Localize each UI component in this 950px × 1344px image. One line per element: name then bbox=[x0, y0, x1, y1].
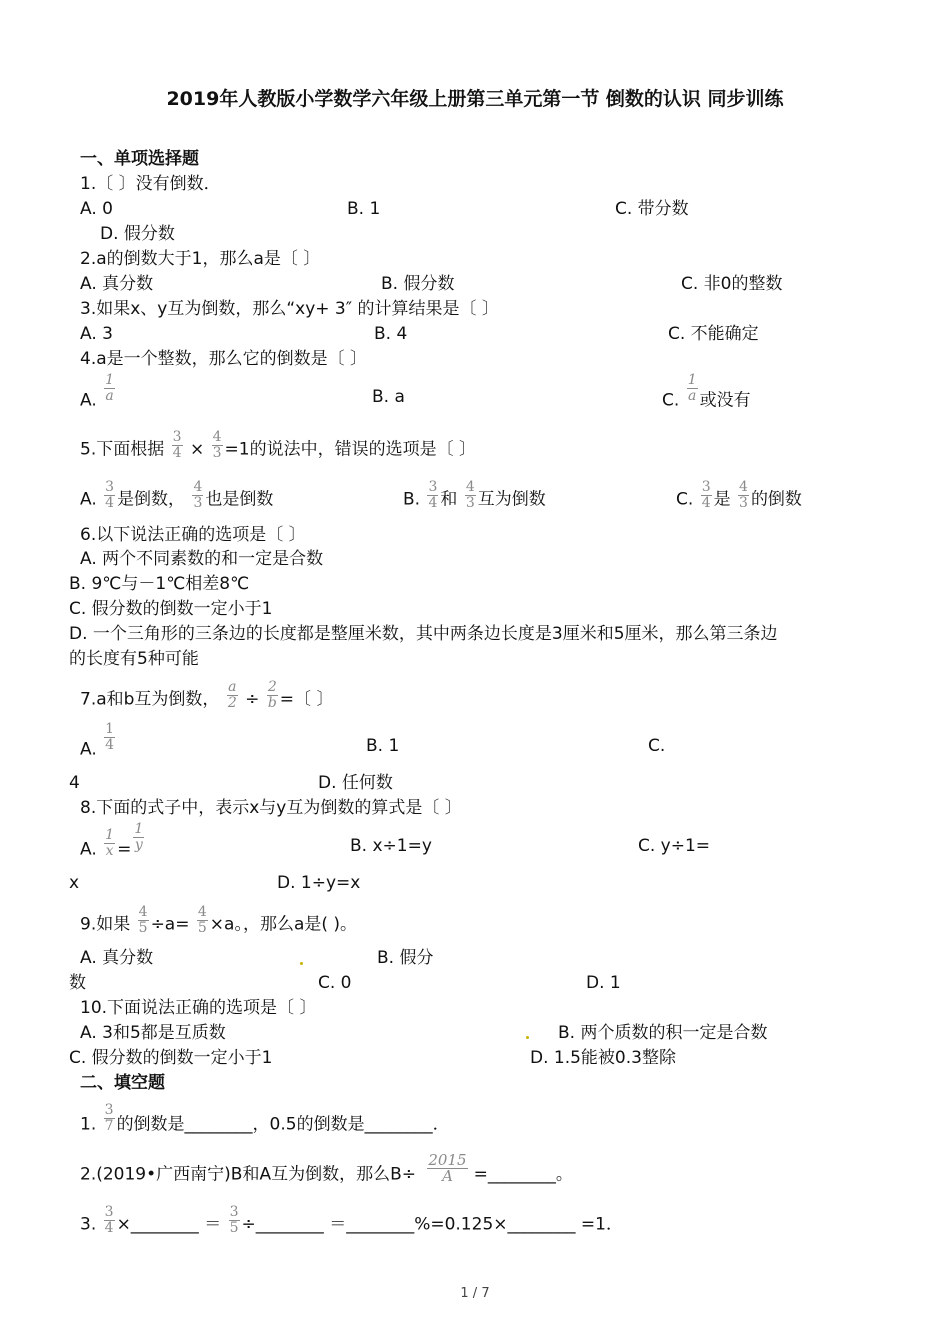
question-1-option-b: B. 1 bbox=[347, 199, 381, 219]
fraction-2015-over-a: $\frac{2015}{A}$ bbox=[428, 1151, 467, 1185]
fraction-a-over-2: $\frac{a}{2}$ bbox=[227, 679, 237, 711]
question-6-stem: 6.以下说法正确的选项是〔 〕 bbox=[80, 525, 306, 545]
fill-question-2: 2.(2019•广西南宁)B和A互为倒数，那么B÷ $\frac{2015}{A}$ =________。 bbox=[80, 1151, 573, 1185]
page-number: 1 / 7 bbox=[460, 1286, 490, 1301]
question-4-stem: 4.a是一个整数，那么它的倒数是〔 〕 bbox=[80, 349, 368, 369]
fraction-1-over-a: $\frac{1}{a}$ bbox=[687, 372, 697, 404]
question-10-stem: 10.下面说法正确的选项是〔 〕 bbox=[80, 998, 317, 1018]
question-10-option-c: C. 假分数的倒数一定小于1 bbox=[69, 1048, 273, 1068]
question-10-option-a: A. 3和5都是互质数 bbox=[80, 1023, 226, 1043]
question-9-option-a: A. 真分数 bbox=[80, 948, 154, 968]
question-9-option-c: C. 0 bbox=[318, 973, 352, 993]
question-1-option-d: D. 假分数 bbox=[100, 224, 175, 244]
fraction-three-fourths: $\frac{3}{4}$ bbox=[428, 479, 438, 511]
question-6-option-d-line2: 的长度有5种可能 bbox=[69, 649, 199, 669]
fraction-three-fourths: $\frac{3}{4}$ bbox=[701, 479, 711, 511]
question-7-option-c-value: 4 bbox=[69, 773, 80, 793]
question-6-option-b: B. 9℃与－1℃相差8℃ bbox=[69, 574, 250, 594]
fraction-four-fifths: $\frac{4}{5}$ bbox=[197, 904, 207, 936]
question-6-option-d-line1: D. 一个三角形的三条边的长度都是整厘米数，其中两条边长度是3厘米和5厘米，那么第三条边 bbox=[69, 624, 778, 644]
fraction-one-fourth: $\frac{1}{4}$ bbox=[105, 721, 115, 753]
question-7-stem: 7.a和b互为倒数， $\frac{a}{2}$ ÷ $\frac{2}{b}$ =〔 〕 bbox=[80, 679, 334, 711]
question-3-option-c: C. 不能确定 bbox=[668, 324, 759, 344]
question-6-option-c: C. 假分数的倒数一定小于1 bbox=[69, 599, 273, 619]
question-8-option-c-value: x bbox=[69, 873, 80, 893]
question-1-option-a: A. 0 bbox=[80, 199, 113, 219]
section-heading-fill: 二、填空题 bbox=[80, 1073, 165, 1093]
question-9-option-d: D. 1 bbox=[586, 973, 621, 993]
question-7-option-c: C. bbox=[648, 736, 666, 756]
question-10-option-b: B. 两个质数的积一定是合数 bbox=[558, 1023, 768, 1043]
question-9-stem: 9.如果 $\frac{4}{5}$ ÷a= $\frac{4}{5}$ ×a。，那么a是( )。 bbox=[80, 904, 358, 936]
fill-question-1: 1. $\frac{3}{7}$ 的倒数是________，0.5的倒数是________． bbox=[80, 1102, 450, 1135]
question-3-option-a: A. 3 bbox=[80, 324, 113, 344]
question-7-option-a: A. $\frac{1}{4}$ bbox=[80, 721, 115, 760]
section-heading-choice: 一、单项选择题 bbox=[80, 149, 199, 169]
question-8-option-b: B. x÷1=y bbox=[350, 836, 432, 856]
question-5-stem: 5.下面根据 $\frac{3}{4}$ × $\frac{4}{3}$ =1的说法中，错误的选项是〔 〕 bbox=[80, 429, 477, 461]
fraction-2-over-b: $\frac{2}{b}$ bbox=[267, 679, 277, 711]
question-1-option-c: C. 带分数 bbox=[615, 199, 689, 219]
question-3-stem: 3.如果x、y互为倒数，那么“xy+ 3″ 的计算结果是〔 〕 bbox=[80, 299, 499, 319]
question-2-option-a: A. 真分数 bbox=[80, 274, 154, 294]
question-7-option-d: D. 任何数 bbox=[318, 773, 393, 793]
question-9-option-b: B. 假分 bbox=[377, 948, 434, 968]
question-3-option-b: B. 4 bbox=[374, 324, 408, 344]
question-4-option-b: B. a bbox=[372, 387, 405, 407]
question-6-option-a: A. 两个不同素数的和一定是合数 bbox=[80, 549, 324, 569]
question-9-option-b-cont: 数 bbox=[69, 973, 86, 993]
fill-question-3: 3. $\frac{3}{4}$ ×________ ＝ $\frac{3}{5}$ ÷________ ＝________%=0.125×________ =1． bbox=[80, 1204, 623, 1236]
stray-dot-mark bbox=[300, 962, 303, 965]
fraction-three-fourths: $\frac{3}{4}$ bbox=[105, 479, 115, 511]
question-8-stem: 8.下面的式子中，表示x与y互为倒数的算式是〔 〕 bbox=[80, 798, 462, 818]
fraction-four-thirds: $\frac{4}{3}$ bbox=[212, 429, 222, 461]
question-5-option-b: B. $\frac{3}{4}$ 和 $\frac{4}{3}$ 互为倒数 bbox=[403, 479, 546, 511]
question-2-stem: 2.a的倒数大于1，那么a是〔 〕 bbox=[80, 249, 321, 269]
question-8-option-a: A. $\frac{1}{x}$ = $\frac{1}{y}$ bbox=[80, 821, 144, 860]
fraction-1-over-x: $\frac{1}{x}$ bbox=[105, 827, 115, 859]
page-title: 2019年人教版小学数学六年级上册第三单元第一节 倒数的认识 同步训练 bbox=[166, 88, 784, 110]
question-5-option-c: C. $\frac{3}{4}$ 是 $\frac{4}{3}$ 的倒数 bbox=[676, 479, 802, 511]
question-5-option-a: A. $\frac{3}{4}$ 是倒数， $\frac{4}{3}$ 也是倒数 bbox=[80, 479, 274, 511]
fraction-three-fifths: $\frac{3}{5}$ bbox=[229, 1204, 239, 1236]
question-8-option-c: C. y÷1= bbox=[638, 836, 711, 856]
question-10-option-d: D. 1.5能被0.3整除 bbox=[530, 1048, 676, 1068]
question-1-stem: 1.〔 〕没有倒数． bbox=[80, 174, 221, 194]
question-7-option-b: B. 1 bbox=[366, 736, 400, 756]
question-2-option-c: C. 非0的整数 bbox=[681, 274, 783, 294]
fraction-three-fourths: $\frac{3}{4}$ bbox=[104, 1204, 114, 1236]
stray-dot-mark bbox=[526, 1036, 529, 1039]
fraction-three-fourths: $\frac{3}{4}$ bbox=[172, 429, 182, 461]
fraction-three-sevenths: $\frac{3}{7}$ bbox=[104, 1102, 114, 1134]
fraction-four-thirds: $\frac{4}{3}$ bbox=[193, 479, 203, 511]
fraction-1-over-y: $\frac{1}{y}$ bbox=[134, 821, 144, 853]
question-4-option-c: C. $\frac{1}{a}$ 或没有 bbox=[662, 372, 751, 411]
fraction-four-thirds: $\frac{4}{3}$ bbox=[465, 479, 475, 511]
fraction-1-over-a: $\frac{1}{a}$ bbox=[105, 372, 115, 404]
fraction-four-thirds: $\frac{4}{3}$ bbox=[739, 479, 748, 511]
question-8-option-d: D. 1÷y=x bbox=[277, 873, 361, 893]
question-4-option-a: A. $\frac{1}{a}$ bbox=[80, 372, 115, 411]
question-2-option-b: B. 假分数 bbox=[381, 274, 455, 294]
fraction-four-fifths: $\frac{4}{5}$ bbox=[138, 904, 148, 936]
